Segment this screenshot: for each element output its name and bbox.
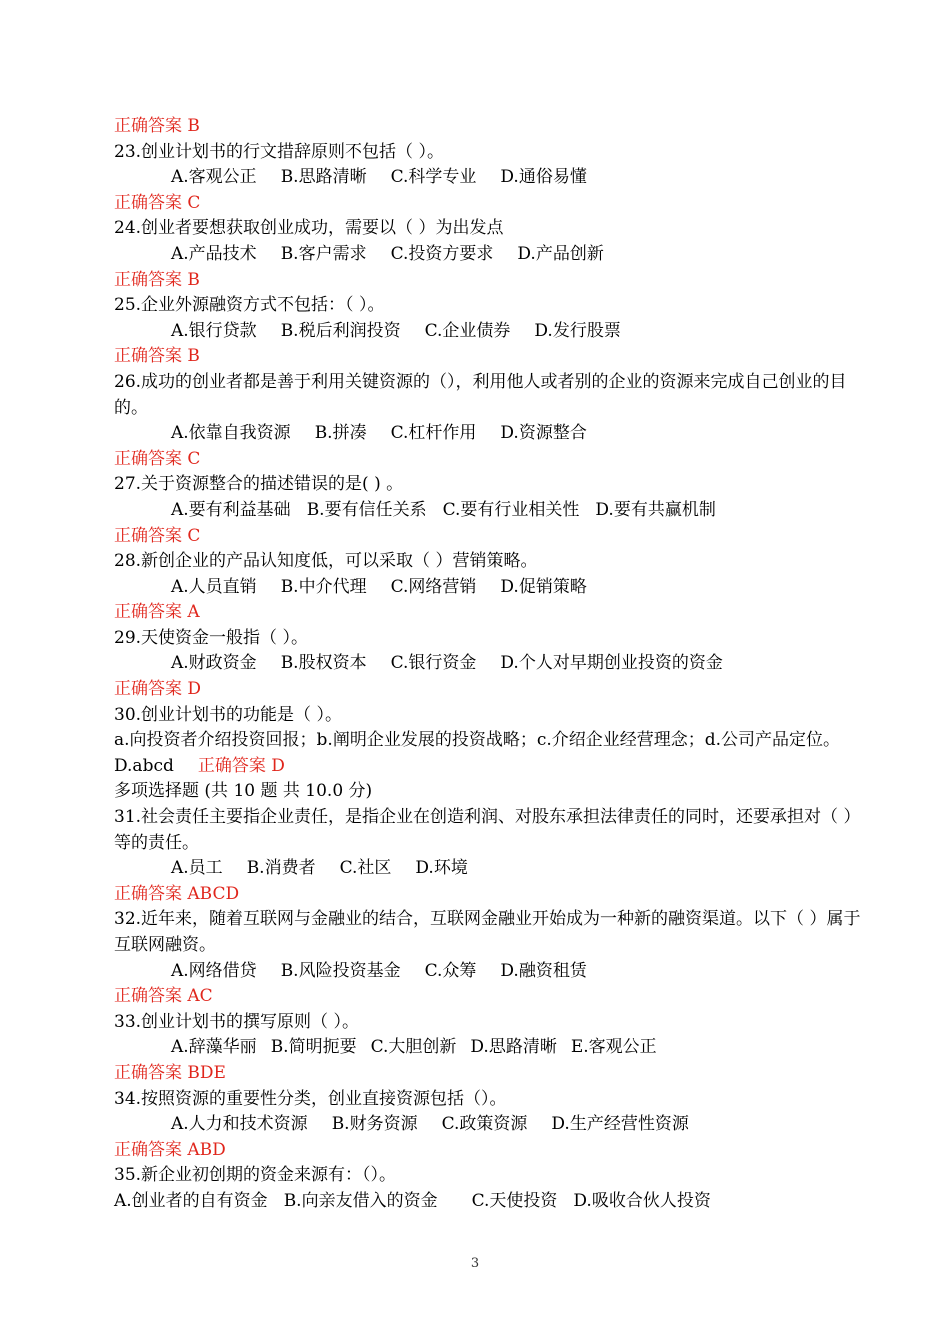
question-34: 34.按照资源的重要性分类，创业直接资源包括（）。	[114, 1088, 507, 1109]
question-31: 31.社会责任主要指企业责任，是指企业在创造利润、对股东承担法律责任的同时，还要承担对（ ）等的责任。	[114, 807, 861, 853]
options-26	[114, 421, 874, 447]
question-29: 29.天使资金一般指（ ）。	[114, 627, 308, 648]
options-27	[114, 498, 874, 524]
option: B.拼凑	[314, 423, 367, 444]
option: C.杠杆作用	[390, 423, 477, 444]
question-35: 35.新企业初创期的资金来源有：（）。	[114, 1165, 397, 1186]
options-34	[114, 1112, 874, 1138]
options-33	[114, 1035, 874, 1061]
option: B.税后利润投资	[280, 320, 401, 341]
option: D.要有共赢机制	[595, 499, 716, 520]
question-24: 24.创业者要想获取创业成功，需要以（ ）为出发点	[114, 218, 504, 239]
option: C.众筹	[424, 960, 477, 981]
question-23: 23.创业计划书的行文措辞原则不包括（ ）。	[114, 141, 444, 162]
option: C.科学专业	[390, 167, 477, 188]
question-33: 33.创业计划书的撰写原则（ ）。	[114, 1011, 359, 1032]
question-28: 28.新创企业的产品认知度低，可以采取（ ）营销策略。	[114, 551, 538, 572]
option: A.人员直销	[171, 576, 257, 597]
option: D.融资租赁	[500, 960, 587, 981]
option: A.银行贷款	[171, 320, 257, 341]
page-number: 3	[470, 1256, 480, 1271]
answer-29: 正确答案 D	[114, 679, 202, 700]
option: D.促销策略	[500, 576, 587, 597]
answer-24: 正确答案 B	[114, 269, 200, 290]
option: D.发行股票	[534, 320, 621, 341]
answer-34: 正确答案 ABD	[114, 1139, 226, 1160]
options-23	[114, 165, 874, 191]
option: E.客观公正	[570, 1037, 657, 1058]
option: C.企业债券	[424, 320, 511, 341]
question-26: 26.成功的创业者都是善于利用关键资源的（），利用他人或者别的企业的资源来完成自己创业的目的。	[114, 371, 847, 418]
option: B.中介代理	[280, 576, 367, 597]
option: D.思路清晰	[470, 1037, 557, 1058]
answer-30: 正确答案 D	[197, 755, 285, 776]
option: C.社区	[339, 858, 392, 879]
option: C.要有行业相关性	[442, 499, 580, 520]
option: B.财务资源	[331, 1114, 418, 1135]
section-title: 多项选择题 (共 10 题 共 10.0 分)	[114, 781, 373, 802]
option: D.资源整合	[500, 423, 587, 444]
answer-23: 正确答案 C	[114, 192, 201, 213]
option: D.吸收合伙人投资	[573, 1190, 711, 1211]
option: C.银行资金	[390, 653, 477, 674]
answer-28: 正确答案 A	[114, 602, 200, 623]
option: A.创业者的自有资金	[114, 1190, 268, 1211]
option: B.要有信任关系	[306, 499, 427, 520]
question-32: 32.近年来，随着互联网与金融业的结合，互联网金融业开始成为一种新的融资渠道。以下（ ）属于互联网融资。	[114, 909, 861, 955]
answer-line: 正确答案 B	[114, 116, 200, 136]
option: A.依靠自我资源	[171, 423, 291, 444]
answer-25: 正确答案 B	[114, 346, 200, 367]
options-32	[114, 959, 874, 985]
option: A.产品技术	[171, 243, 257, 264]
options-31	[114, 856, 874, 882]
option: A.财政资金	[171, 653, 257, 674]
answer-33: 正确答案 BDE	[114, 1062, 226, 1083]
option: D.个人对早期创业投资的资金	[500, 653, 723, 674]
answer-31: 正确答案 ABCD	[114, 883, 240, 904]
options-25	[114, 319, 874, 345]
option: C.天使投资	[471, 1190, 558, 1211]
question-25: 25.企业外源融资方式不包括：（ ）。	[114, 295, 385, 316]
options-28	[114, 575, 874, 601]
question-30-body	[114, 728, 874, 779]
option: D.产品创新	[517, 243, 604, 264]
option: C.网络营销	[390, 576, 477, 597]
option: A.网络借贷	[171, 960, 257, 981]
option: C.政策资源	[441, 1114, 528, 1135]
option: D.通俗易懂	[500, 167, 587, 188]
options-29	[114, 651, 874, 677]
option: A.要有利益基础	[171, 499, 291, 520]
option: C.投资方要求	[390, 243, 494, 264]
options-24	[114, 242, 874, 268]
option: B.思路清晰	[280, 167, 367, 188]
answer-32: 正确答案 AC	[114, 986, 213, 1007]
option: B.客户需求	[280, 243, 367, 264]
option: A.辞藻华丽	[171, 1037, 257, 1058]
question-27: 27.关于资源整合的描述错误的是( ) 。	[114, 474, 404, 495]
option: A.客观公正	[171, 167, 257, 188]
answer-26: 正确答案 C	[114, 448, 201, 469]
option: D.生产经营性资源	[551, 1114, 689, 1135]
option: D.环境	[415, 858, 468, 879]
option: B.向亲友借入的资金	[283, 1190, 438, 1211]
question-30: 30.创业计划书的功能是（ ）。	[114, 704, 342, 725]
option: B.股权资本	[280, 653, 367, 674]
option: C.大胆创新	[370, 1037, 457, 1058]
page-content	[114, 114, 874, 1215]
option: A.人力和技术资源	[171, 1114, 308, 1135]
option: B.简明扼要	[270, 1037, 357, 1058]
option: B.消费者	[246, 858, 316, 879]
option: A.员工	[171, 858, 223, 879]
answer-27: 正确答案 C	[114, 525, 201, 546]
option: B.风险投资基金	[280, 960, 401, 981]
question-30-text: a.向投资者介绍投资回报；b.阐明企业发展的投资战略；c.介绍企业经营理念；d.公司产品定位。D.abcd	[114, 730, 841, 776]
options-35	[114, 1189, 874, 1215]
